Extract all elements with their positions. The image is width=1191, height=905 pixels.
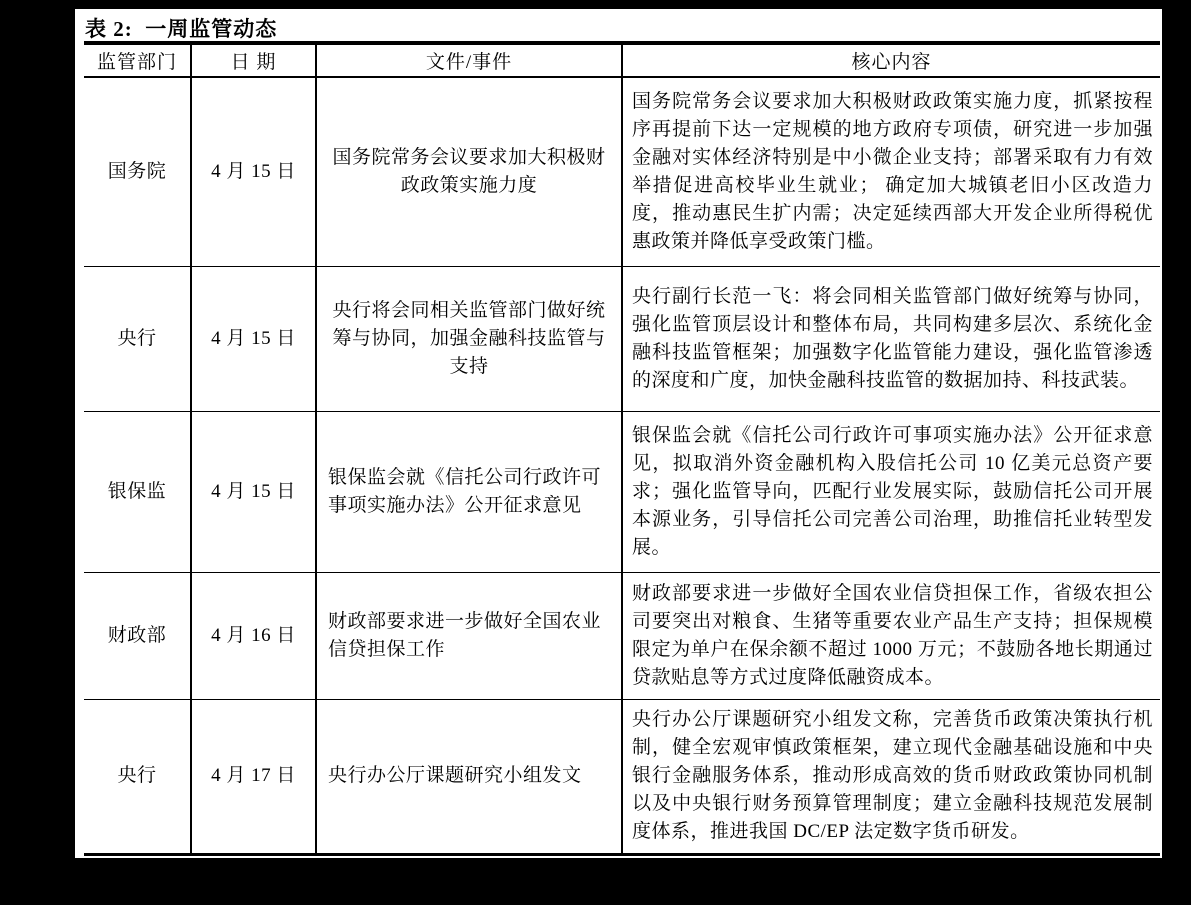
header-cell: 日 期 — [192, 45, 317, 76]
cell-date-text: 4 月 15 日 — [211, 481, 296, 502]
cell-event-text: 国务院常务会议要求加大积极财政政策实施力度 — [332, 147, 606, 196]
table-header-row — [84, 45, 1160, 78]
cell-core-content — [623, 412, 1160, 572]
cell-core-content-text: 银保监会就《信托公司行政许可事项实施办法》公开征求意见，拟取消外资金融机构入股信托公司 10 亿美元总资产要求；强化监管导向，匹配行业发展实际，鼓励信托公司开展本源业务，引导信托公司完善公司治理，助推信托业转型发展。 — [632, 425, 1153, 558]
cell-department-text: 国务院 — [107, 161, 167, 182]
cell-event — [317, 412, 623, 572]
cell-department-text: 央行 — [117, 765, 157, 787]
cell-core-content — [623, 267, 1160, 411]
cell-core-content-text: 国务院常务会议要求加大积极财政政策实施力度，抓紧按程序再提前下达一定规模的地方政府专项债，研究进一步加强金融对实体经济特别是中小微企业支持；部署采取有力有效举措促进高校毕业生就业； 确定加大城镇老旧小区改造力度，推动惠民生扩内需；决定延续西部大开发企业所得税优惠政策并降低享受政策门槛。 — [632, 91, 1153, 252]
header-cell: 核心内容 — [851, 52, 932, 73]
cell-date — [192, 267, 317, 411]
cell-event-text: 央行将会同相关监管部门做好统筹与协同，加强金融科技监管与支持 — [332, 300, 606, 377]
cell-core-content-text: 央行副行长范一飞：将会同相关监管部门做好统筹与协同，强化监管顶层设计和整体布局，共同构建多层次、系统化金融科技监管框架；加强数字化监管能力建设，强化监管渗透的深度和广度，加快金融科技监管的数据加持、科技武装。 — [632, 286, 1153, 391]
header-cell: 监管部门 — [84, 45, 192, 76]
cell-event — [317, 573, 623, 699]
table-row — [84, 412, 1160, 573]
document-page — [75, 9, 1162, 858]
cell-event — [317, 267, 623, 411]
header-cell: 文件/事件 — [317, 45, 623, 76]
cell-event-text: 央行办公厅课题研究小组发文 — [328, 765, 582, 787]
cell-date-text: 4 月 16 日 — [211, 625, 296, 646]
cell-department — [84, 412, 192, 572]
cell-department — [84, 573, 192, 699]
cell-event-text: 银保监会就《信托公司行政许可事项实施办法》公开征求意见 — [328, 467, 602, 516]
cell-core-content — [623, 78, 1160, 266]
table-row — [84, 700, 1160, 853]
cell-event — [317, 700, 623, 853]
cell-event — [317, 78, 623, 266]
table-row — [84, 573, 1160, 700]
regulation-table — [84, 41, 1160, 856]
cell-department — [84, 78, 192, 266]
table-row — [84, 78, 1160, 267]
table-row — [84, 267, 1160, 412]
cell-department — [84, 700, 192, 853]
cell-core-content — [623, 700, 1160, 853]
cell-core-content-text: 财政部要求进一步做好全国农业信贷担保工作，省级农担公司要突出对粮食、生猪等重要农业产品生产支持；担保规模限定为单户在保余额不超过 1000 万元；不鼓励各地长期通过贷款贴息等方式过度降低融资成本。 — [632, 583, 1153, 688]
cell-event-text: 财政部要求进一步做好全国农业信贷担保工作 — [328, 611, 602, 660]
cell-department — [84, 267, 192, 411]
cell-core-content-text: 央行办公厅课题研究小组发文称，完善货币政策决策执行机制，健全宏观审慎政策框架，建立现代金融基础设施和中央银行金融服务体系，推动形成高效的货币财政政策协同机制以及中央银行财务预算管理制度；建立金融科技规范发展制度体系，推进我国 DC/EP 法定数字货币研发。 — [632, 709, 1153, 843]
cell-core-content — [623, 573, 1160, 699]
cell-date-text: 4 月 15 日 — [211, 328, 296, 349]
cell-date-text: 4 月 15 日 — [211, 161, 296, 182]
cell-date — [192, 412, 317, 572]
cell-department-text: 央行 — [117, 328, 157, 349]
table-title: 表 2: 一周监管动态 — [85, 17, 278, 41]
cell-date-text: 4 月 17 日 — [211, 765, 296, 787]
cell-date — [192, 78, 317, 266]
cell-department-text: 银保监 — [107, 481, 167, 502]
cell-date — [192, 700, 317, 853]
table-body — [84, 78, 1160, 853]
cell-date — [192, 573, 317, 699]
cell-department-text: 财政部 — [107, 625, 167, 646]
